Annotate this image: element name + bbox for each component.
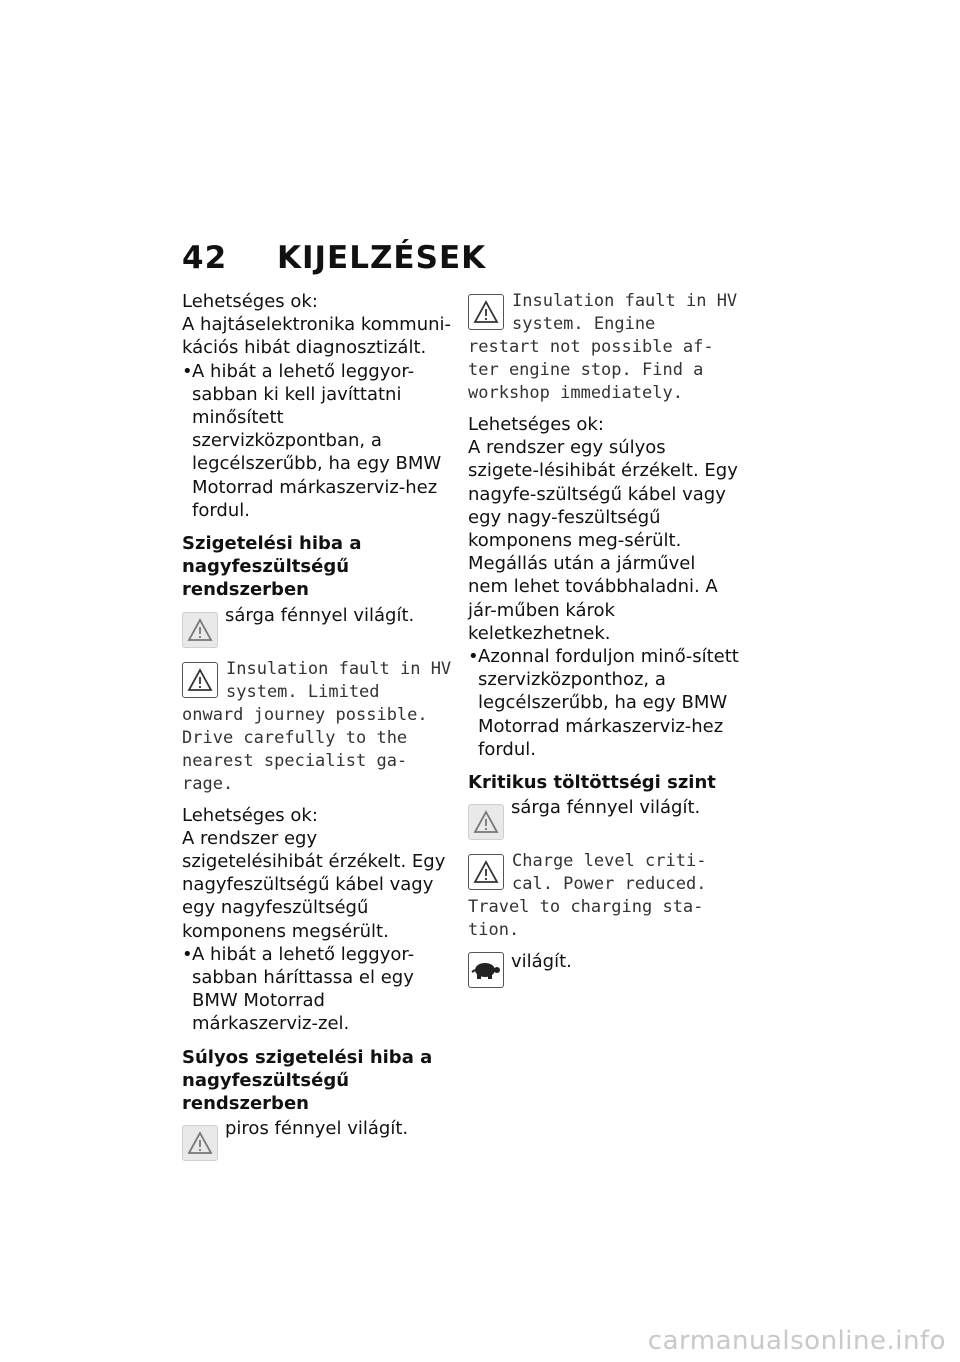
message-text-first: Charge level criti-cal. Power reduced. [512, 851, 707, 895]
page-number: 42 [182, 240, 228, 276]
turtle-icon [468, 952, 504, 988]
message-text-rest: Travel to charging sta-tion. [468, 897, 704, 941]
right-column [468, 290, 740, 996]
warning-triangle-icon [182, 662, 218, 698]
warning-triangle-icon [468, 854, 504, 890]
cause-text: A rendszer egy súlyos szigete-lésihibát érzékelt. Egy nagyfe-szültségű kábel vagy egy nagy-feszültségű komponens meg-sérült. Megállás után a járművel nem lehet továbbhaladni. A jár-műben károk keletkezhetnek. [468, 437, 738, 644]
warning-triangle-icon [182, 612, 218, 648]
warning-light-row [182, 1117, 454, 1163]
display-message [468, 850, 740, 942]
cause-title: Lehetséges ok: [182, 291, 318, 312]
section-heading-insulation-fault: Szigetelési hiba a nagyfeszültségű rendszerben [182, 533, 362, 601]
message-text-rest: restart not possible af-ter engine stop. Find a workshop immediately. [468, 337, 714, 403]
page-header [182, 240, 486, 276]
cause-text: A hajtáselektronika kommuni-kációs hibát diagnosztizált. [182, 314, 452, 359]
turtle-light-row [468, 950, 740, 996]
bullet-item: • A hibát a lehető leggyor-sabban háríttassa el egy BMW Motorrad márkaszerviz-zel. [182, 943, 454, 1036]
watermark: carmanualsonline.info [647, 1326, 946, 1356]
cause-title: Lehetséges ok: [182, 804, 318, 826]
cause-text: A rendszer egy szigetelésihibát érzékelt. Egy nagyfeszültségű kábel vagy egy nagyfeszültségű komponens megsérült. [182, 827, 446, 942]
light-description: sárga fénnyel világít. [225, 604, 415, 626]
message-text-first: Insulation fault in HV system. Engine [512, 291, 738, 334]
warning-triangle-icon [468, 804, 504, 840]
section-heading-critical-charge: Kritikus töltöttségi szint [468, 772, 716, 794]
warning-light-row [182, 604, 454, 650]
cause-title: Lehetséges ok: [468, 414, 604, 435]
warning-light-row [468, 796, 740, 842]
page-title: KIJELZÉSEK [276, 240, 487, 276]
light-description: világít. [511, 951, 572, 973]
warning-triangle-icon [468, 294, 504, 330]
light-description: sárga fénnyel világít. [511, 797, 701, 819]
display-message [468, 290, 740, 405]
bullet-item: • A hibát a lehető leggyor-sabban ki kell javíttatni minősített szervizközpontban, a legcélszerűbb, ha egy BMW Motorrad márkaszerviz-hez fordul. [182, 360, 454, 522]
message-text-first: Insulation fault in HV system. Limited [226, 658, 452, 702]
bullet-item: • Azonnal forduljon minő-sített szervizközponthoz, a legcélszerűbb, ha egy BMW Motorrad márkaszerviz-hez fordul. [468, 645, 740, 761]
left-column [182, 290, 454, 1163]
display-message [182, 658, 454, 796]
message-text-rest: onward journey possible. Drive carefully to the nearest specialist ga-rage. [182, 704, 428, 794]
light-description: piros fénnyel világít. [225, 1118, 409, 1140]
warning-triangle-icon [182, 1125, 218, 1161]
section-heading-severe-insulation-fault: Súlyos szigetelési hiba a nagyfeszültségű rendszerben [182, 1046, 433, 1115]
